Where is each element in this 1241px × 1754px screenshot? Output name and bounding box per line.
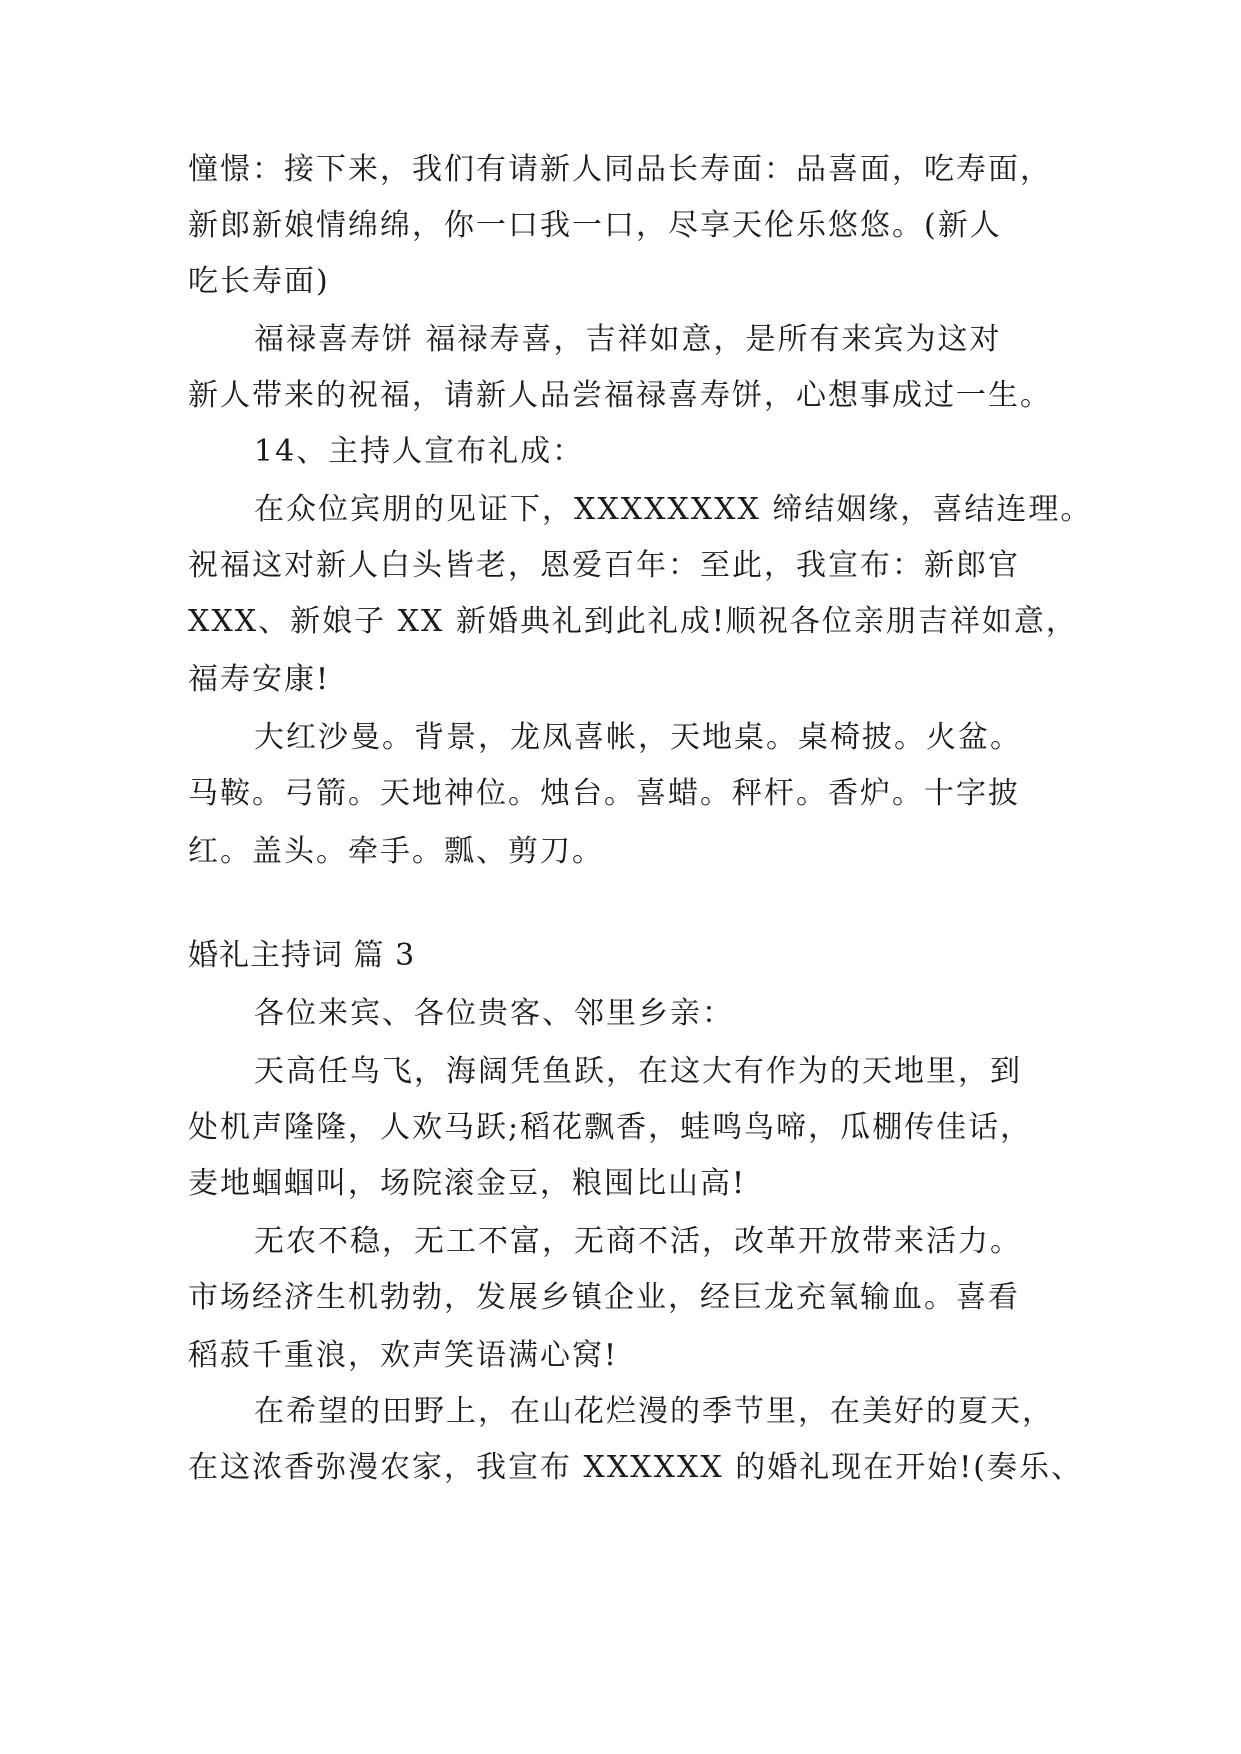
text-line: 稻菽千重浪，欢声笑语满心窝! [188, 1338, 619, 1373]
text-line: 各位来宾、各位贵客、邻里乡亲： [254, 996, 734, 1031]
text-line: 憧憬：接下来，我们有请新人同品长寿面：品喜面，吃寿面， [188, 152, 1052, 187]
text-line: 14、主持人宣布礼成： [254, 434, 585, 469]
text-line: 在希望的田野上，在山花烂漫的季节里，在美好的夏天， [254, 1394, 1054, 1429]
text-line: 新郎新娘情绵绵，你一口我一口，尽享天伦乐悠悠。(新人 [188, 208, 1002, 243]
text-line: 大红沙曼。背景，龙凤喜帐，天地桌。桌椅披。火盆。 [254, 720, 1022, 755]
text-line: 处机声隆隆，人欢马跃;稻花飘香，蛙鸣鸟啼，瓜棚传佳话， [188, 1110, 1033, 1145]
text-line: 在众位宾朋的见证下，XXXXXXXX 缔结姻缘，喜结连理。 [254, 492, 1093, 527]
text-line: 祝福这对新人白头皆老，恩爱百年：至此，我宣布：新郎官 [188, 548, 1020, 583]
text-line: XXX、新娘子 XX 新婚典礼到此礼成!顺祝各位亲朋吉祥如意， [188, 604, 1078, 639]
text-line: 新人带来的祝福，请新人品尝福禄喜寿饼，心想事成过一生。 [188, 378, 1052, 413]
text-line: 天高任鸟飞，海阔凭鱼跃，在这大有作为的天地里，到 [254, 1054, 1022, 1089]
text-line: 无农不稳，无工不富，无商不活，改革开放带来活力。 [254, 1224, 1022, 1259]
text-line: 马鞍。弓箭。天地神位。烛台。喜蜡。秤杆。香炉。十字披 [188, 776, 1020, 811]
section-heading: 婚礼主持词 篇 3 [188, 938, 416, 973]
text-line: 市场经济生机勃勃，发展乡镇企业，经巨龙充氧输血。喜看 [188, 1280, 1020, 1315]
text-line: 福寿安康! [188, 662, 331, 697]
text-line: 吃长寿面) [188, 264, 330, 299]
text-line: 红。盖头。牵手。瓢、剪刀。 [188, 834, 604, 869]
text-line: 在这浓香弥漫农家，我宣布 XXXXXX 的婚礼现在开始!(奏乐、 [188, 1450, 1083, 1485]
text-line: 福禄喜寿饼 福禄寿喜，吉祥如意，是所有来宾为这对 [254, 322, 1002, 357]
text-line: 麦地蝈蝈叫，场院滚金豆，粮囤比山高! [188, 1166, 747, 1201]
